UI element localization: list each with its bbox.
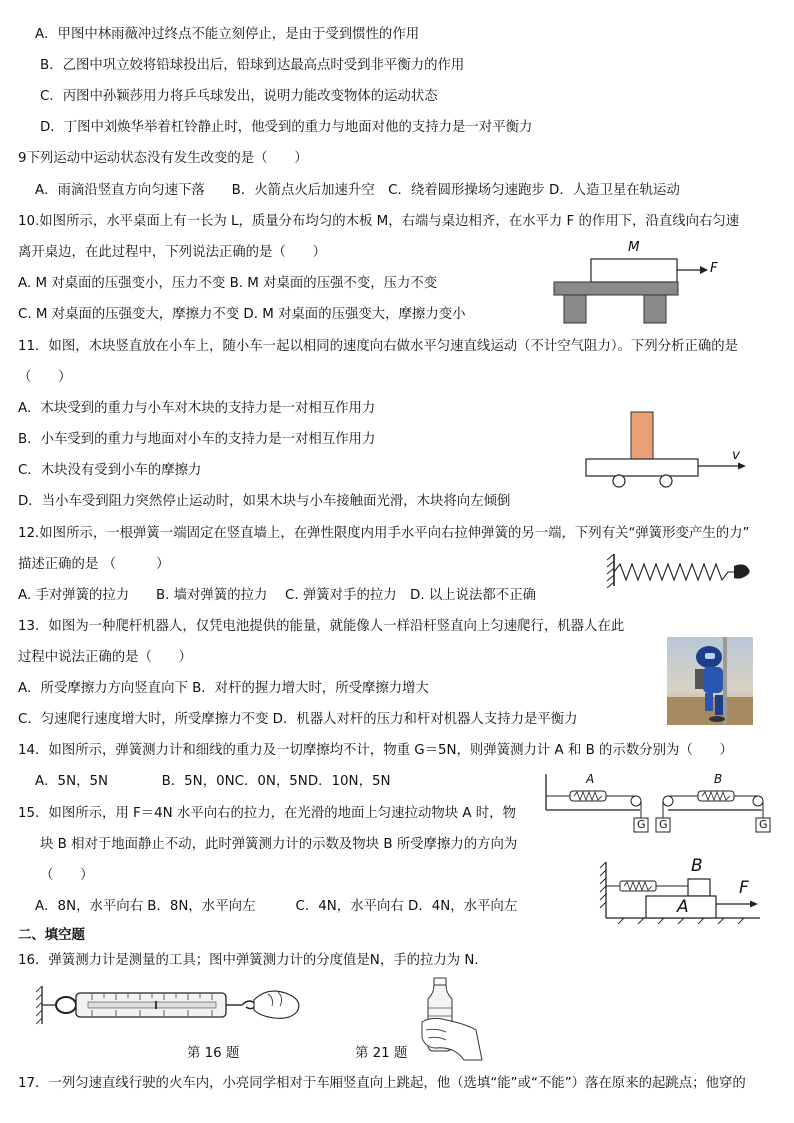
- q10-figure-svg: [548, 242, 738, 328]
- wall-hatch: [600, 862, 606, 908]
- velocity-arrowhead: [738, 463, 746, 470]
- label-g-3: G: [759, 818, 768, 831]
- q15-options: A．8N，水平向右 B．8N，水平向左 C．4N，水平向右 D．4N，水平向左: [35, 899, 518, 914]
- q12-options: A. 手对弹簧的拉力 B. 墙对弹簧的拉力 C. 弹簧对手的拉力 D. 以上说法都不正确: [18, 588, 536, 603]
- force-arrowhead: [700, 266, 708, 274]
- q9-options: A．雨滴沿竖直方向匀速下落 B．火箭点火后加速升空 C．绕着圆形操场匀速跑步 D．人造卫星在轨运动: [35, 183, 680, 198]
- q11-figure-svg: [582, 408, 752, 490]
- label-g-2: G: [659, 818, 668, 831]
- q16-figure-svg: [36, 980, 316, 1028]
- label-a: A: [677, 897, 689, 917]
- q21-bottle-figure: [420, 976, 486, 1062]
- q9-stem: 9下列运动中运动状态没有发生改变的是（ ）: [18, 151, 308, 166]
- label-v: v: [732, 448, 740, 463]
- wall-hatch: [607, 554, 614, 588]
- robot-leg-lower: [715, 695, 723, 715]
- q15-stem-line2: 块 B 相对于地面静止不动，此时弹簧测力计的示数及物块 B 所受摩擦力的方向为: [40, 837, 518, 852]
- pulley-left: [631, 796, 641, 806]
- label-f: F: [710, 261, 718, 276]
- q11-option-c: C．木块没有受到小车的摩擦力: [18, 463, 202, 478]
- spring-scale-a: [570, 791, 606, 801]
- q12-figure-svg: [604, 552, 756, 588]
- q15-stem-line3: （ ）: [40, 868, 94, 883]
- q11-option-b: B．小车受到的重力与地面对小车的支持力是一对相互作用力: [18, 432, 376, 447]
- label-f: F: [739, 878, 749, 898]
- q15-stem-line1: 15．如图所示，用 F＝4N 水平向右的拉力，在光滑的地面上匀速拉动物块 A 时，物: [18, 806, 516, 821]
- wood-block: [631, 412, 653, 459]
- spring-scale-b: [698, 791, 734, 801]
- scale-slot: [88, 1002, 216, 1008]
- cart-wheel-right: [660, 475, 672, 487]
- q12-stem-line2: 描述正确的是 （ ）: [18, 557, 170, 572]
- scale-ring: [56, 997, 76, 1013]
- section-heading: 二、填空题: [18, 928, 85, 943]
- ground-hatch: [618, 918, 744, 924]
- q11-figure: [582, 408, 752, 490]
- pulley-right-1: [663, 796, 673, 806]
- block-b: [688, 879, 710, 896]
- cart-wheel-left: [613, 475, 625, 487]
- table-top: [554, 282, 678, 295]
- spring-scale: [620, 881, 656, 891]
- q13-stem-line1: 13．如图为一种爬杆机器人，仅凭电池提供的能量，就能像人一样沿杆竖直向上匀速爬行，机器人在此: [18, 619, 625, 634]
- q16-figure: [36, 980, 316, 1028]
- hand-icon: [422, 1018, 482, 1060]
- q8-option-d: D．丁图中刘焕华举着杠铃静止时，他受到的重力与地面对他的支持力是一对平衡力: [40, 120, 533, 135]
- robot-leg-upper: [705, 693, 713, 711]
- q11-option-d: D．当小车受到阻力突然停止运动时，如果木块与小车接触面光滑，木块将向左倾倒: [18, 494, 511, 509]
- wall-hatch: [36, 986, 42, 1024]
- robot-backpack: [695, 669, 704, 689]
- robot-visor: [705, 653, 715, 659]
- caption-q16: 第 16 题: [187, 1046, 240, 1061]
- q8-option-a: A．甲图中林雨薇冲过终点不能立刻停止，是由于受到惯性的作用: [35, 27, 420, 42]
- q10-stem-line1: 10.如图所示，水平桌面上有一长为 L，质量分布均匀的木板 M，右端与桌边相齐，在水平力 F 的作用下，沿直线向右匀速: [18, 214, 740, 229]
- q14-options: A．5N，5N B．5N，0NC．0N，5ND．10N，5N: [35, 774, 391, 789]
- q10-figure: [548, 242, 738, 328]
- q13-stem-line2: 过程中说法正确的是（ ）: [18, 650, 193, 665]
- q14-stem: 14．如图所示，弹簧测力计和细线的重力及一切摩擦均不计，物重 G＝5N，则弹簧测力计 A 和 B 的示数分别为（ ）: [18, 743, 733, 758]
- q11-option-a: A．木块受到的重力与小车对木块的支持力是一对相互作用力: [18, 401, 376, 416]
- hand-icon: [734, 564, 750, 578]
- spring-coil: [614, 564, 734, 580]
- q13-robot-photo-svg: [667, 637, 753, 725]
- q15-figure: [598, 854, 768, 924]
- table-leg-left: [564, 295, 586, 323]
- q8-option-c: C．丙图中孙颖莎用力将乒乓球发出，说明力能改变物体的运动状态: [40, 89, 438, 104]
- q21-bottle-figure-svg: [420, 976, 486, 1062]
- q11-stem-line2: （ ）: [18, 370, 72, 385]
- q12-figure: [604, 552, 756, 588]
- force-arrowhead: [750, 901, 758, 908]
- q13-options-cd: C．匀速爬行速度增大时，所受摩擦力不变 D．机器人对杆的压力和杆对机器人支持力是平衡力: [18, 712, 578, 727]
- caption-q21: 第 21 题: [355, 1046, 408, 1061]
- table-leg-right: [644, 295, 666, 323]
- q8-option-b: B．乙图中巩立姣将铅球投出后，铅球到达最高点时受到非平衡力的作用: [40, 58, 465, 73]
- board-m: [591, 259, 677, 282]
- q12-stem-line1: 12.如图所示，一根弹簧一端固定在竖直墙上，在弹性限度内用手水平向右拉伸弹簧的另一端，下列有关“弹簧形变产生的力”: [18, 526, 750, 541]
- q10-options-ab: A. M 对桌面的压强变小，压力不变 B. M 对桌面的压强不变，压力不变: [18, 276, 438, 291]
- label-g-1: G: [637, 818, 646, 831]
- q13-options-ab: A．所受摩擦力方向竖直向下 B．对杆的握力增大时，所受摩擦力增大: [18, 681, 429, 696]
- robot-foot: [709, 716, 725, 722]
- q16-stem: 16．弹簧测力计是测量的工具；图中弹簧测力计的分度值是N，手的拉力为 N．: [18, 953, 488, 968]
- label-a: A: [586, 772, 595, 786]
- label-b: B: [691, 856, 703, 876]
- climbing-pole: [723, 637, 727, 725]
- cart-body: [586, 459, 698, 476]
- robot-body: [703, 667, 723, 693]
- q11-stem-line1: 11．如图，木块竖直放在小车上，随小车一起以相同的速度向右做水平匀速直线运动（不计空气阻力）。下列分析正确的是: [18, 339, 739, 354]
- pulley-right-2: [753, 796, 763, 806]
- bottle-cap: [434, 978, 446, 985]
- label-m: M: [628, 240, 640, 255]
- label-b: B: [714, 772, 723, 786]
- hand-icon: [254, 991, 299, 1018]
- q10-stem-line2: 离开桌边，在此过程中，下列说法正确的是（ ）: [18, 245, 326, 260]
- q14-figure: [540, 770, 780, 836]
- q10-options-cd: C. M 对桌面的压强变大，摩擦力不变 D. M 对桌面的压强变大，摩擦力变小: [18, 307, 466, 322]
- q13-robot-photo: [667, 637, 753, 725]
- q17-stem: 17．一列匀速直线行驶的火车内，小亮同学相对于车厢竖直向上跳起，他（选填“能”或“不能”）落在原来的起跳点；他穿的: [18, 1076, 746, 1091]
